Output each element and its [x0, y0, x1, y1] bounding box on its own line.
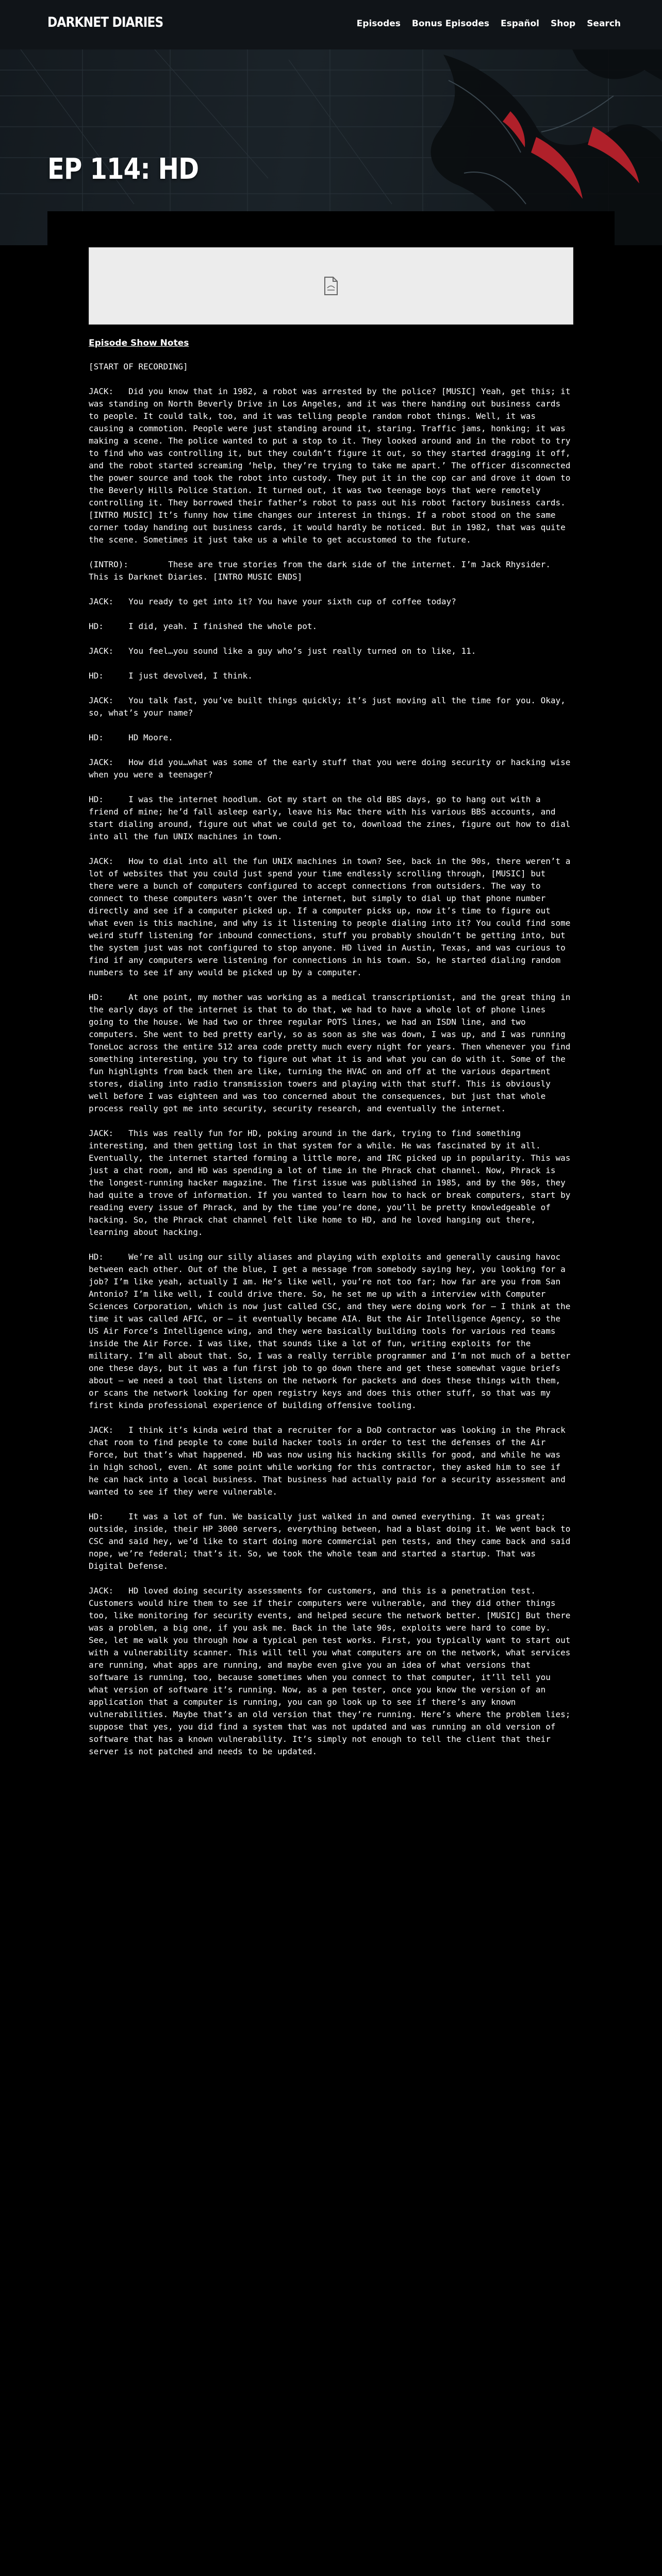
- nav-menu: [357, 19, 621, 29]
- top-navigation: [0, 0, 662, 49]
- nav-shop[interactable]: Shop: [550, 19, 576, 29]
- transcript-paragraph: HD: HD Moore.: [89, 733, 173, 742]
- transcript-paragraph: JACK: I think it’s kinda weird that a recruiter for a DoD contractor was looking in the Phrack chat room to find people to come build hacker tools in order to test the defenses of the Air Force, but that’s what happened. HD was now using his hacking skills for good, and while he was in high school, even. At some point while working for this contractor, they asked him to see if he can hack into a local business. That business had actually paid for a security assessment and wanted to see if they were vulnerable.: [89, 1425, 571, 1497]
- site-logo[interactable]: DARKNET DIARIES: [47, 14, 163, 30]
- episode-title: EP 114: HD: [47, 152, 199, 186]
- audio-player-embed[interactable]: [89, 247, 573, 325]
- transcript-paragraph: JACK: Did you know that in 1982, a robot was arrested by the police? [MUSIC] Yeah, get this; it was standing on North Beverly Drive in Los Angeles, and it was there handing out business cards to people. It could talk, too, and it was telling people random robot things. Well, it was causing a commotion. People were just standing around it, staring. Traffic jams, honking; it was making a scene. The police wanted to put a stop to it. They looked around and in the robot to try to find who was controlling it, but they couldn’t figure it out, so they started dragging it off, and the robot started screaming ‘help, they’re trying to take me apart.’ The officer disconnected the power source and took the robot into custody. They put it in the cop car and drove it down to the Beverly Hills Police Station. It turned out, it was two teenage boys that were remotely controlling it. They borrowed their father’s robot to pass out his robot factory business cards. [INTRO MUSIC] It’s funny how time changes our interest in things. If a robot stood on the same corner today handing out business cards, it would hardly be noticed. But in 1982, that was quite the scene. Sometimes it just take us a while to get accustomed to the future.: [89, 386, 576, 545]
- nav-search[interactable]: Search: [587, 19, 621, 29]
- transcript-paragraph: JACK: You feel…you sound like a guy who’s just really turned on to like, 11.: [89, 646, 476, 656]
- transcript: [89, 361, 576, 1758]
- transcript-paragraph: JACK: HD loved doing security assessments for customers, and this is a penetration test. Customers would hire them to see if their computers were vulnerable, and they did other things too, like monitoring for security events, and helped secure the network better. [MUSIC] But there was a problem, a big one, if you ask me. Back in the late 90s, exploits were hard to come by. See, let me walk you through how a typical pen test works. First, you typically want to start out with a vulnerability scanner. This will tell you what computers are on the network, what services are running, what apps are running, and maybe even give you an idea of what versions that software is running, too, because sometimes when you connect to that computer, it’ll tell you what version of software it’s running. Now, as a pen tester, once you know the version of an application that a computer is running, you can go look up to see if there’s any known vulnerabilities. Maybe that’s an old version that they’re running. Here’s where the problem lies; suppose that yes, you did find a system that was not updated and was running an old version of software that has a known vulnerability. It’s simply not enough to tell the client that their server is not patched and needs to be updated.: [89, 1586, 576, 1756]
- transcript-paragraph: HD: I just devolved, I think.: [89, 671, 253, 681]
- show-notes-heading[interactable]: Episode Show Notes: [89, 338, 189, 348]
- transcript-paragraph: HD: I was the internet hoodlum. Got my start on the old BBS days, go to hang out with a friend of mine; he’d fall asleep early, leave his Mac there with his various BBS accounts, and start dialing around, figure out what we could get to, download the zines, figure out how to dial into all the fun UNIX machines in town.: [89, 794, 576, 841]
- transcript-paragraph: JACK: How to dial into all the fun UNIX machines in town? See, back in the 90s, there weren’t a lot of websites that you could just spend your time endlessly scrolling through, [MUSIC] but there were a bunch of computers configured to accept connections from outsiders. The way to connect to these computers wasn’t over the internet, but simply to dial up that phone number directly and see if a computer picked up. If a computer picks up, now it’s time to figure out what even is this machine, and why is it listening to people dialing into it? You could find some weird stuff listening for inbound connections, stuff you probably shouldn’t be getting into, but the system just was not configured to stop anyone. HD lived in Austin, Texas, and was curious to find if any computers were listening for connections in his town. So, he started dialing random numbers to see if any would be picked up by a computer.: [89, 856, 576, 977]
- nav-espanol[interactable]: Español: [501, 19, 539, 29]
- content-panel: [47, 211, 615, 2576]
- transcript-paragraph: JACK: You ready to get into it? You have your sixth cup of coffee today?: [89, 597, 456, 606]
- transcript-paragraph: JACK: You talk fast, you’ve built things quickly; it’s just moving all the time for you. Okay, so, what’s your name?: [89, 696, 571, 718]
- transcript-paragraph: JACK: How did you…what was some of the early stuff that you were doing security or hacking wise when you were a teenager?: [89, 757, 576, 779]
- transcript-paragraph: (INTRO): These are true stories from the dark side of the internet. I’m Jack Rhysider. This is Darknet Diaries. [INTRO MUSIC ENDS]: [89, 560, 556, 582]
- transcript-paragraph: HD: It was a lot of fun. We basically just walked in and owned everything. It was great; outside, inside, their HP 3000 servers, everything between, had a blast doing it. We went back to CSC and said hey, we’d like to start doing more commercial pen tests, and they came back and said nope, we’re federal; that’s it. So, we took the whole team and started a startup. That was Digital Defense.: [89, 1512, 576, 1571]
- broken-file-icon: [323, 277, 339, 295]
- nav-bonus-episodes[interactable]: Bonus Episodes: [411, 19, 489, 29]
- transcript-paragraph: HD: I did, yeah. I finished the whole pot.: [89, 621, 318, 631]
- transcript-paragraph: HD: We’re all using our silly aliases and playing with exploits and generally causing havoc between each other. Out of the blue, I get a message from somebody saying hey, you looking for a job? I’m like yeah, actually I am. He’s like well, you’re not too far; how far are you from San Antonio? I’m like well, I could drive there. So, he set me up with a interview with Computer Sciences Corporation, which is now just called CSC, and they were doing work for – I think at the time it was called AFIC, or – it eventually became AIA. But the Air Intelligence Agency, so the US Air Force’s Intelligence wing, and they were basically building tools for various red teams inside the Air Force. I was like, that sounds like a lot of fun, writing exploits for the military. I’m all about that. So, I was a really terrible programmer and I’m not much of a better one these days, but it was a fun first job to go down there and get these somewhat vague briefs about – we need a tool that listens on the network for packets and does these things with them, or scans the network looking for open registry keys and does this other stuff, so that was my first kinda professional experience of building offensive tooling.: [89, 1252, 576, 1410]
- nav-episodes[interactable]: Episodes: [356, 19, 401, 29]
- transcript-paragraph: [START OF RECORDING]: [89, 362, 188, 371]
- transcript-paragraph: JACK: This was really fun for HD, poking around in the dark, trying to find something interesting, and then getting lost in that system for a while. He was fascinated by it all. Eventually, the internet started forming a little more, and IRC picked up in popularity. This was just a chat room, and HD was spending a lot of time in the Phrack chat channel. Now, Phrack is the longest-running hacker magazine. The first issue was published in 1985, and by the 90s, they had quite a trove of information. If you wanted to learn how to hack or break computers, start by reading every issue of Phrack, and by the time you’re done, you’ll be pretty knowledgeable of hacking. So, the Phrack chat channel felt like home to HD, and he loved hanging out there, learning about hacking.: [89, 1128, 576, 1237]
- transcript-paragraph: HD: At one point, my mother was working as a medical transcriptionist, and the great thing in the early days of the internet is that to do that, we had to have a whole lot of phone lines going to the house. We had two or three regular POTS lines, we had an ISDN line, and two computers. She went to bed pretty early, so as soon as she was down, I was up, and I was running ToneLoc across the entire 512 area code pretty much every night for years. Then whenever you find something interesting, you try to figure out what it is and what you can do with it. Some of the fun highlights from back then are like, turning the HVAC on and off at the various department stores, dialing into radio transmission towers and playing with that stuff. This is obviously well before I was eighteen and was too concerned about the consequences, but just that whole process really got me into security, security research, and eventually the internet.: [89, 992, 576, 1113]
